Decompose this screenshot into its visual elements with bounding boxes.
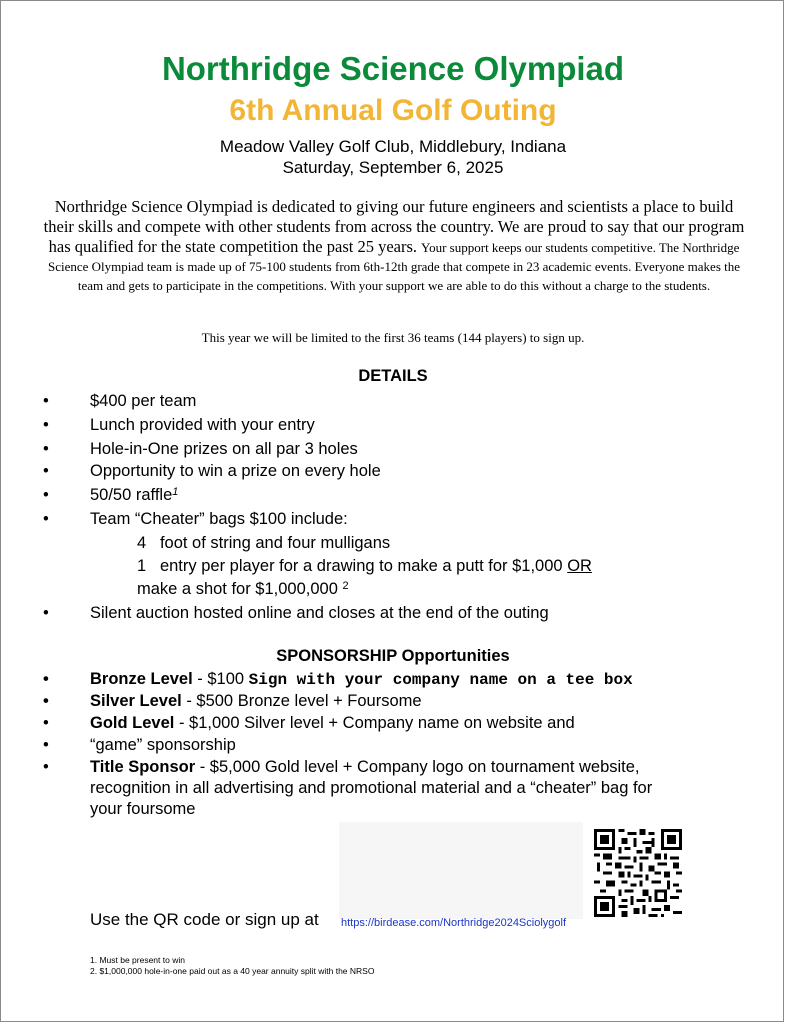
event-date: Saturday, September 6, 2025 — [282, 158, 504, 177]
bullet: • — [43, 510, 49, 528]
footnote-ref: 1 — [172, 486, 179, 498]
footnote-ref: 2 — [342, 580, 349, 592]
cheater-item-text: make a shot for $1,000,000 — [137, 580, 338, 598]
sponsorship-heading: SPONSORSHIP Opportunities — [276, 647, 510, 665]
bullet: • — [43, 758, 49, 776]
bullet: • — [43, 486, 49, 504]
cheater-item-text: foot of string and four mulligans — [159, 534, 391, 552]
venue-text: Meadow Valley Golf Club, Middlebury, Indiana — [219, 137, 567, 156]
detail-prize: Opportunity to win a prize on every hole — [90, 462, 381, 480]
bronze-price: - $100 — [192, 670, 249, 688]
bullet: • — [43, 416, 49, 434]
detail-raffle — [90, 485, 178, 506]
bullet: • — [43, 440, 49, 458]
detail-lunch: Lunch provided with your entry — [90, 416, 315, 434]
title-sponsor-label: Title Sponsor — [90, 758, 196, 776]
qr-code-icon[interactable] — [594, 829, 682, 917]
title-sponsor-text: - $5,000 Gold level + Company logo on tournament website, — [195, 758, 640, 776]
bronze-label: Bronze Level — [90, 670, 193, 688]
bullet: • — [43, 392, 49, 410]
detail-hole-in-one: Hole-in-One prizes on all par 3 holes — [90, 440, 358, 458]
gold-text: - $1,000 Silver level + Company name on website and — [174, 714, 575, 732]
raffle-text: 50/50 raffle — [90, 486, 173, 504]
bullet: • — [43, 736, 49, 754]
footnote-1: 1. Must be present to win — [90, 955, 185, 965]
team-limit-text: This year we will be limited to the first 36 teams (144 players) to sign up. — [201, 330, 585, 345]
intro-paragraph — [38, 197, 750, 295]
intro-large-text: Northridge Science Olympiad is dedicated to giving our future engineers and scientists a place to build their skills and compete with other students from across the country. We are proud to say that our program has qualified for the state competition the past 25 years. — [43, 197, 745, 256]
detail-price: $400 per team — [90, 392, 197, 410]
cheater-item-number: 4 — [137, 534, 147, 552]
cheater-item-text: entry per player for a drawing to make a putt for $1,000 — [159, 557, 563, 575]
title-sponsor-line2: recognition in all advertising and promotional material and a “cheater” bag for — [90, 779, 653, 797]
signup-text: Use the QR code or sign up at — [90, 910, 319, 929]
gold-cont: “game” sponsorship — [90, 736, 236, 754]
bullet: • — [43, 670, 49, 688]
title-sponsor-line3: your foursome — [90, 800, 196, 818]
gold-label: Gold Level — [90, 714, 175, 732]
page-title: Northridge Science Olympiad — [161, 50, 625, 87]
detail-cheater-bags: Team “Cheater” bags $100 include: — [90, 510, 348, 528]
detail-silent-auction: Silent auction hosted online and closes at the end of the outing — [90, 604, 549, 622]
bullet: • — [43, 604, 49, 622]
bullet: • — [43, 714, 49, 732]
bronze-benefit: Sign with your company name on a tee box — [248, 671, 633, 689]
details-heading: DETAILS — [358, 367, 428, 385]
image-placeholder — [339, 822, 583, 919]
bullet: • — [43, 462, 49, 480]
bullet: • — [43, 692, 49, 710]
page-subtitle: 6th Annual Golf Outing — [229, 94, 557, 127]
intro-small-text: Your support keeps our students competitive. The Northridge Science Olympiad team is made up of 75-100 students from 6th-12th grade that compete in 23 academic events. Everyone makes the team and gets to participate in the competitions. With your support we are able to do this without a charge to the students. — [47, 240, 741, 293]
footnote-2: 2. $1,000,000 hole-in-one paid out as a 40 year annuity split with the NRSO — [90, 966, 375, 976]
silver-label: Silver Level — [90, 692, 182, 710]
signup-link[interactable]: https://birdease.com/Northridge2024Sciolygolf — [341, 917, 567, 929]
cheater-item-number: 1 — [137, 557, 147, 575]
or-text: OR — [567, 557, 592, 575]
silver-text: - $500 Bronze level + Foursome — [181, 692, 422, 710]
